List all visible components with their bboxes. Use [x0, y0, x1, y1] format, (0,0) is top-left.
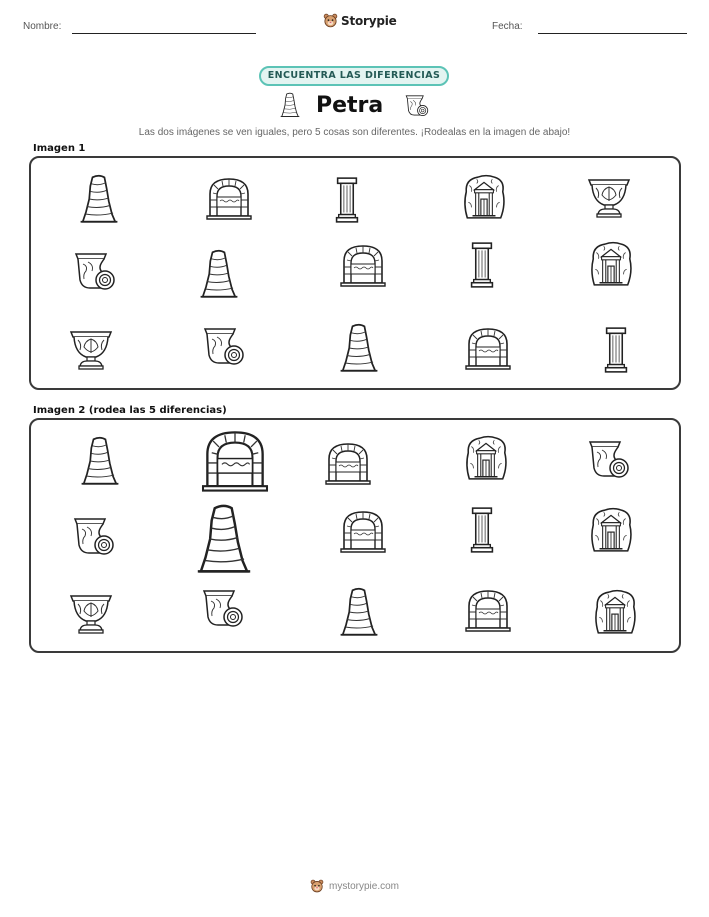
column-icon	[469, 240, 495, 290]
urn-icon	[67, 590, 115, 636]
name-label: Nombre:	[23, 21, 62, 32]
temple-facade-icon	[461, 173, 507, 221]
column-icon	[469, 505, 495, 555]
rock-spire-icon	[77, 173, 121, 225]
name-field[interactable]	[72, 33, 256, 34]
column-icon	[603, 325, 629, 375]
brand-logo	[323, 13, 397, 28]
urn-icon	[585, 174, 633, 220]
temple-facade-icon	[592, 588, 638, 636]
rock-spire-icon	[78, 435, 122, 487]
activity-badge: ENCUENTRA LAS DIFERENCIAS	[259, 66, 449, 86]
rock-spire-icon	[197, 248, 241, 300]
temple-facade-icon	[463, 434, 509, 482]
column-icon	[334, 175, 360, 225]
scroll-capital-icon	[201, 325, 247, 369]
scroll-capital-icon	[72, 250, 118, 294]
scroll-capital-icon	[404, 93, 430, 119]
footer	[0, 879, 709, 893]
stone-well-icon	[464, 588, 512, 632]
rock-spire-icon	[337, 586, 381, 638]
bear-icon	[323, 13, 338, 28]
temple-facade-icon	[588, 506, 634, 554]
instructions: Las dos imágenes se ven iguales, pero 5 cosas son diferentes. ¡Rodealas en la imagen de abajo!	[138, 127, 571, 138]
date-field[interactable]	[538, 33, 687, 34]
stone-well-icon	[324, 441, 372, 485]
stone-well-icon	[205, 176, 253, 220]
image-2-panel	[29, 418, 681, 653]
stone-well-icon	[196, 428, 274, 492]
stone-well-icon	[339, 509, 387, 553]
temple-facade-icon	[588, 240, 634, 288]
date-label: Fecha:	[492, 21, 523, 32]
stone-well-icon	[339, 243, 387, 287]
image-1-panel	[29, 156, 681, 390]
footer-site[interactable]: mystorypie.com	[328, 880, 399, 892]
urn-icon	[67, 326, 115, 372]
stone-well-icon	[464, 326, 512, 370]
rock-spire-icon	[279, 90, 301, 120]
scroll-capital-icon	[71, 515, 117, 559]
bear-icon	[310, 879, 324, 893]
rock-spire-icon	[191, 502, 257, 576]
panel-1-label: Imagen 1	[33, 143, 86, 154]
panel-2-label: Imagen 2 (rodea las 5 diferencias)	[33, 405, 227, 416]
brand-name: Storypie	[341, 13, 397, 28]
page-title: Petra	[316, 93, 384, 118]
scroll-capital-icon	[586, 438, 632, 482]
rock-spire-icon	[337, 322, 381, 374]
scroll-capital-icon	[200, 587, 246, 631]
